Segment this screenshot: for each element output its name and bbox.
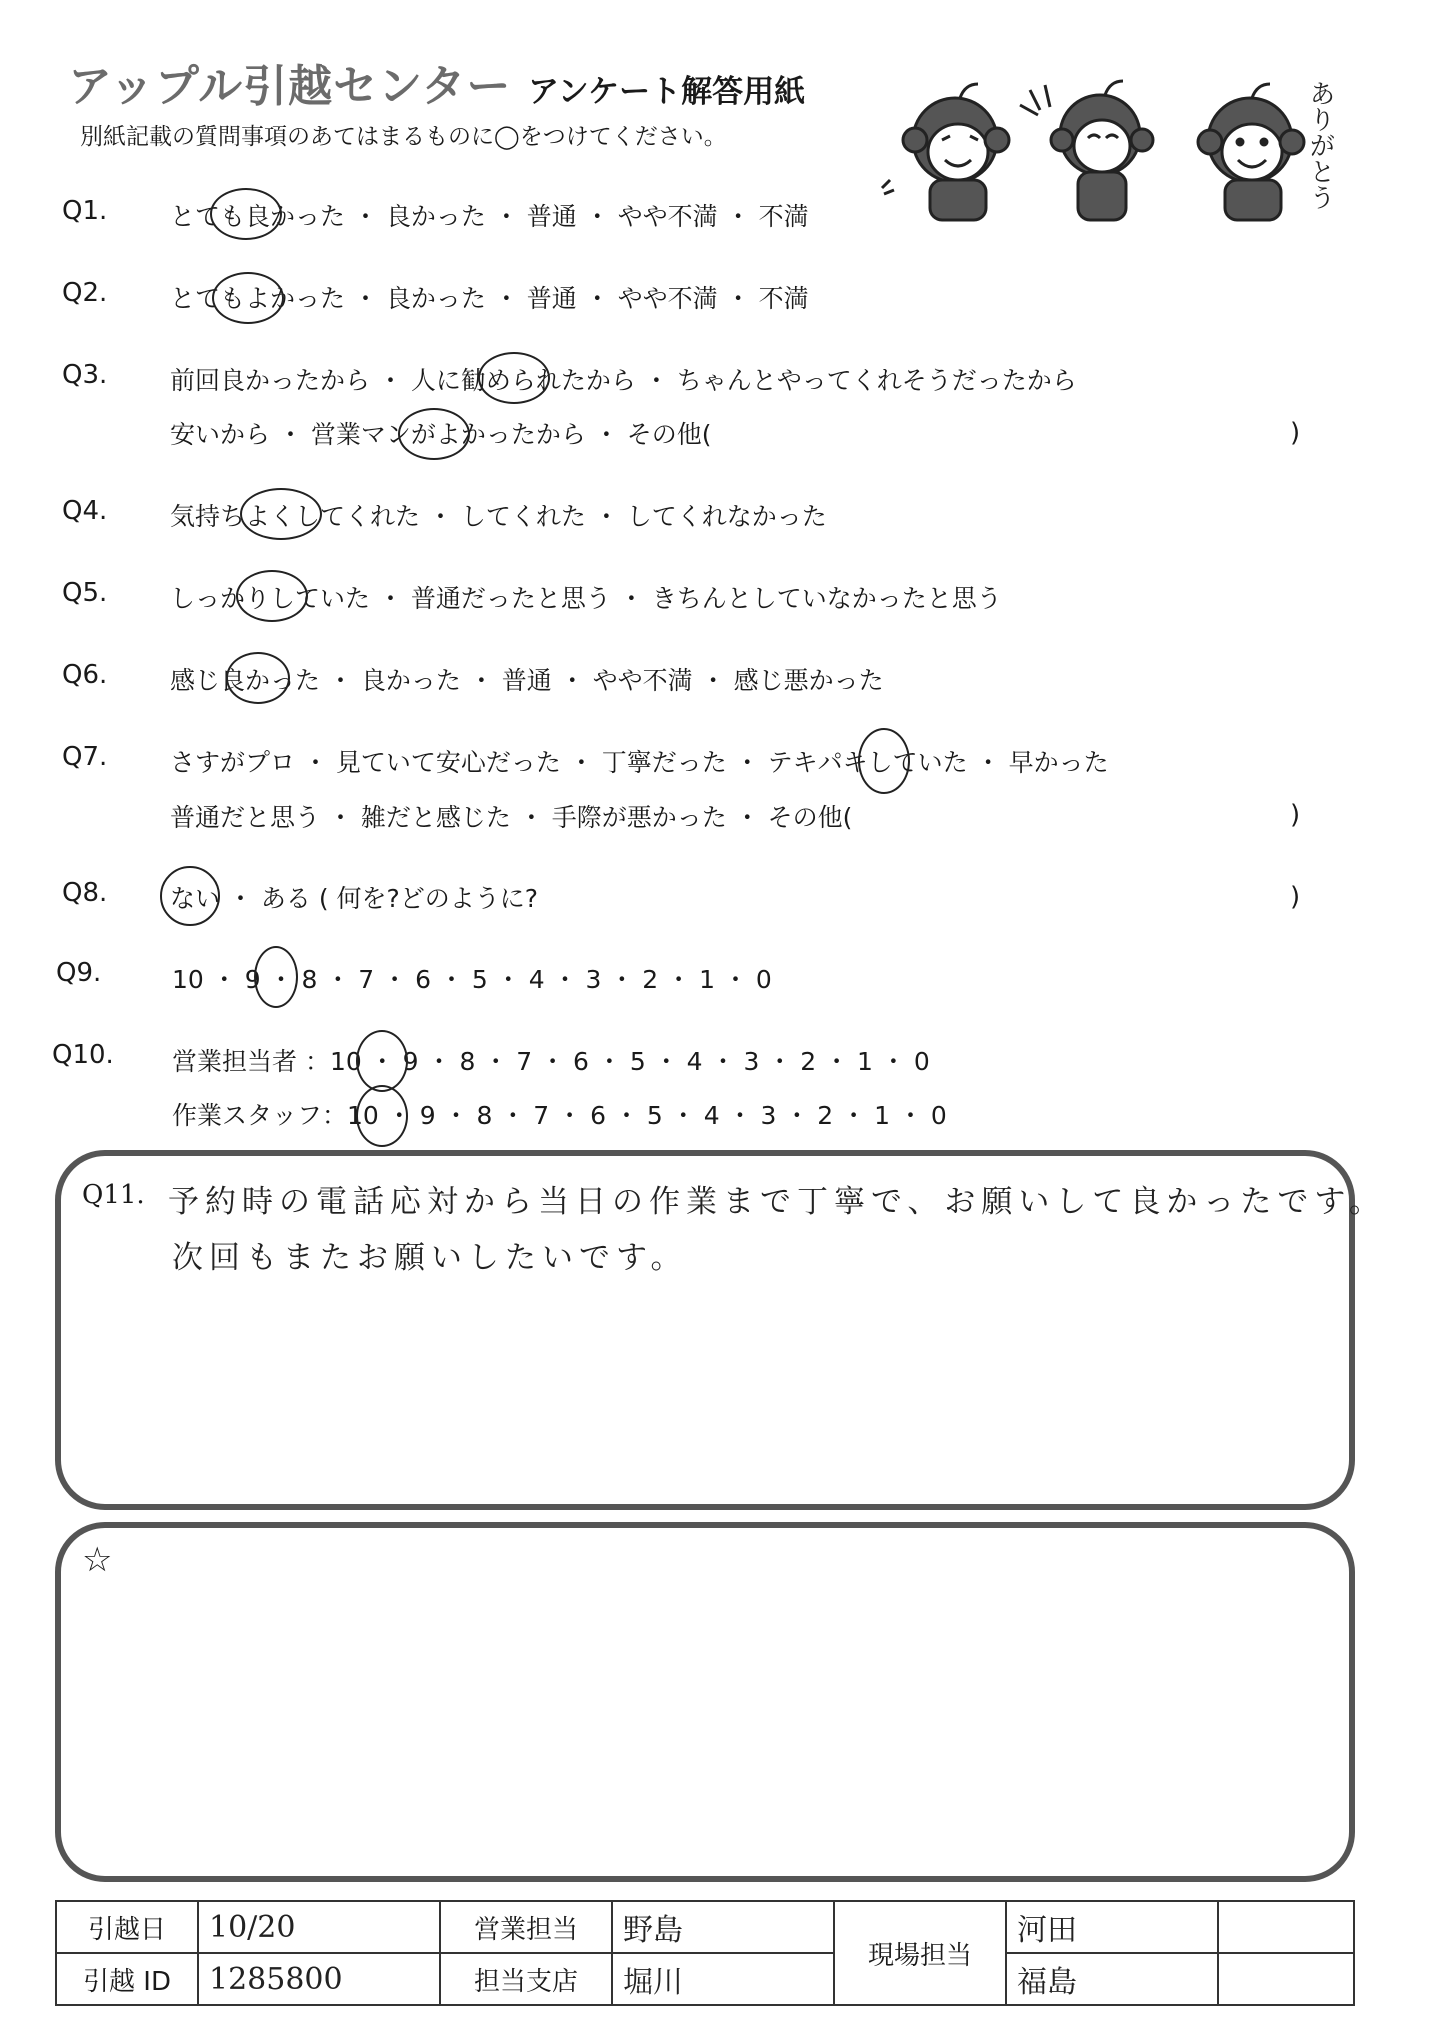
q3-close-paren: )	[1290, 418, 1301, 448]
q5-options: しっかりしていた ・ 普通だったと思う ・ きちんとしていなかったと思う	[170, 584, 1002, 613]
move-date-label: 引越日	[56, 1901, 198, 1953]
empty-cell	[1218, 1901, 1354, 1953]
sales-value: 野島	[612, 1901, 834, 1953]
q8-close-paren: )	[1290, 882, 1301, 912]
star-icon: ☆	[82, 1540, 113, 1580]
q2-label: Q2.	[62, 278, 108, 308]
q5-label: Q5.	[62, 578, 108, 608]
form-title: アンケート解答用紙	[528, 74, 806, 110]
answer-circle	[478, 352, 550, 404]
q7-close-paren: )	[1290, 800, 1301, 830]
q4-label: Q4.	[62, 496, 108, 526]
thanks-text: ありがとう	[1305, 80, 1335, 210]
answer-circle	[212, 272, 284, 324]
q10-label: Q10.	[52, 1040, 114, 1070]
answer-circle	[226, 652, 290, 704]
site-value-2: 福島	[1006, 1953, 1218, 2005]
move-id-value: 1285800	[198, 1953, 440, 2005]
q3-label: Q3.	[62, 360, 108, 390]
q10-staff-scale: 作業スタッフ：10 ・ 9 ・ 8 ・ 7 ・ 6 ・ 5 ・ 4 ・ 3 ・ 2 ・ 1 ・ 0	[172, 1101, 947, 1130]
instructions: 別紙記載の質問事項のあてはまるものに◯をつけてください。	[80, 124, 727, 150]
q7-label: Q7.	[62, 742, 108, 772]
answer-circle	[210, 188, 282, 240]
move-date-value: 10/20	[198, 1901, 440, 1953]
q6-label: Q6.	[62, 660, 108, 690]
sales-label: 営業担当	[440, 1901, 612, 1953]
q11-handwritten-line2: 次回もまたお願いしたいです。	[172, 1240, 688, 1276]
q8-label: Q8.	[62, 878, 108, 908]
move-id-label: 引越 ID	[56, 1953, 198, 2005]
q8-options: ない ・ ある ( 何を?どのように?	[170, 884, 539, 913]
q1-options: とても良かった ・ 良かった ・ 普通 ・ やや不満 ・ 不満	[170, 202, 809, 231]
company-name: アップル引越センター	[68, 61, 512, 112]
monkey-mascots-illustration	[880, 60, 1360, 240]
q1-label: Q1.	[62, 196, 108, 226]
site-label: 現場担当	[834, 1901, 1006, 2005]
q9-scale: 10 ・ 9 ・ 8 ・ 7 ・ 6 ・ 5 ・ 4 ・ 3 ・ 2 ・ 1 ・ 0	[172, 965, 772, 994]
branch-label: 担当支店	[440, 1953, 612, 2005]
q7-options-line1: さすがプロ ・ 見ていて安心だった ・ 丁寧だった ・ テキパキしていた ・ 早かった	[170, 748, 1109, 777]
answer-circle	[356, 1085, 408, 1147]
empty-cell	[1218, 1953, 1354, 2005]
q11-handwritten-line1: 予約時の電話応対から当日の作業まで丁寧で、お願いして良かったです。	[168, 1184, 1386, 1220]
answer-circle	[356, 1030, 408, 1092]
q11-label: Q11.	[82, 1180, 145, 1210]
site-value-1: 河田	[1006, 1901, 1218, 1953]
answer-circle	[398, 408, 470, 460]
q9-label: Q9.	[56, 958, 102, 988]
footer-table	[55, 1900, 1355, 2006]
answer-circle	[240, 488, 322, 540]
q2-options: とてもよかった ・ 良かった ・ 普通 ・ やや不満 ・ 不満	[170, 284, 809, 313]
branch-value: 堀川	[612, 1953, 834, 2005]
q3-options-line1: 前回良かったから ・ 人に勧められたから ・ ちゃんとやってくれそうだったから	[170, 366, 1077, 395]
answer-circle	[236, 570, 308, 622]
answer-circle	[858, 728, 910, 794]
answer-circle	[160, 866, 220, 926]
q4-options: 気持ちよくしてくれた ・ してくれた ・ してくれなかった	[170, 502, 827, 531]
q10-sales-scale: 営業担当者 ：10 ・ 9 ・ 8 ・ 7 ・ 6 ・ 5 ・ 4 ・ 3 ・ 2 ・ 1 ・ 0	[172, 1047, 930, 1076]
free-comment-box	[55, 1522, 1355, 1882]
q7-options-line2: 普通だと思う ・ 雑だと感じた ・ 手際が悪かった ・ その他(	[170, 803, 853, 832]
q3-options-line2: 安いから ・ 営業マンがよかったから ・ その他(	[170, 420, 712, 449]
q6-options: 感じ良かった ・ 良かった ・ 普通 ・ やや不満 ・ 感じ悪かった	[170, 666, 884, 695]
answer-circle	[254, 946, 298, 1008]
